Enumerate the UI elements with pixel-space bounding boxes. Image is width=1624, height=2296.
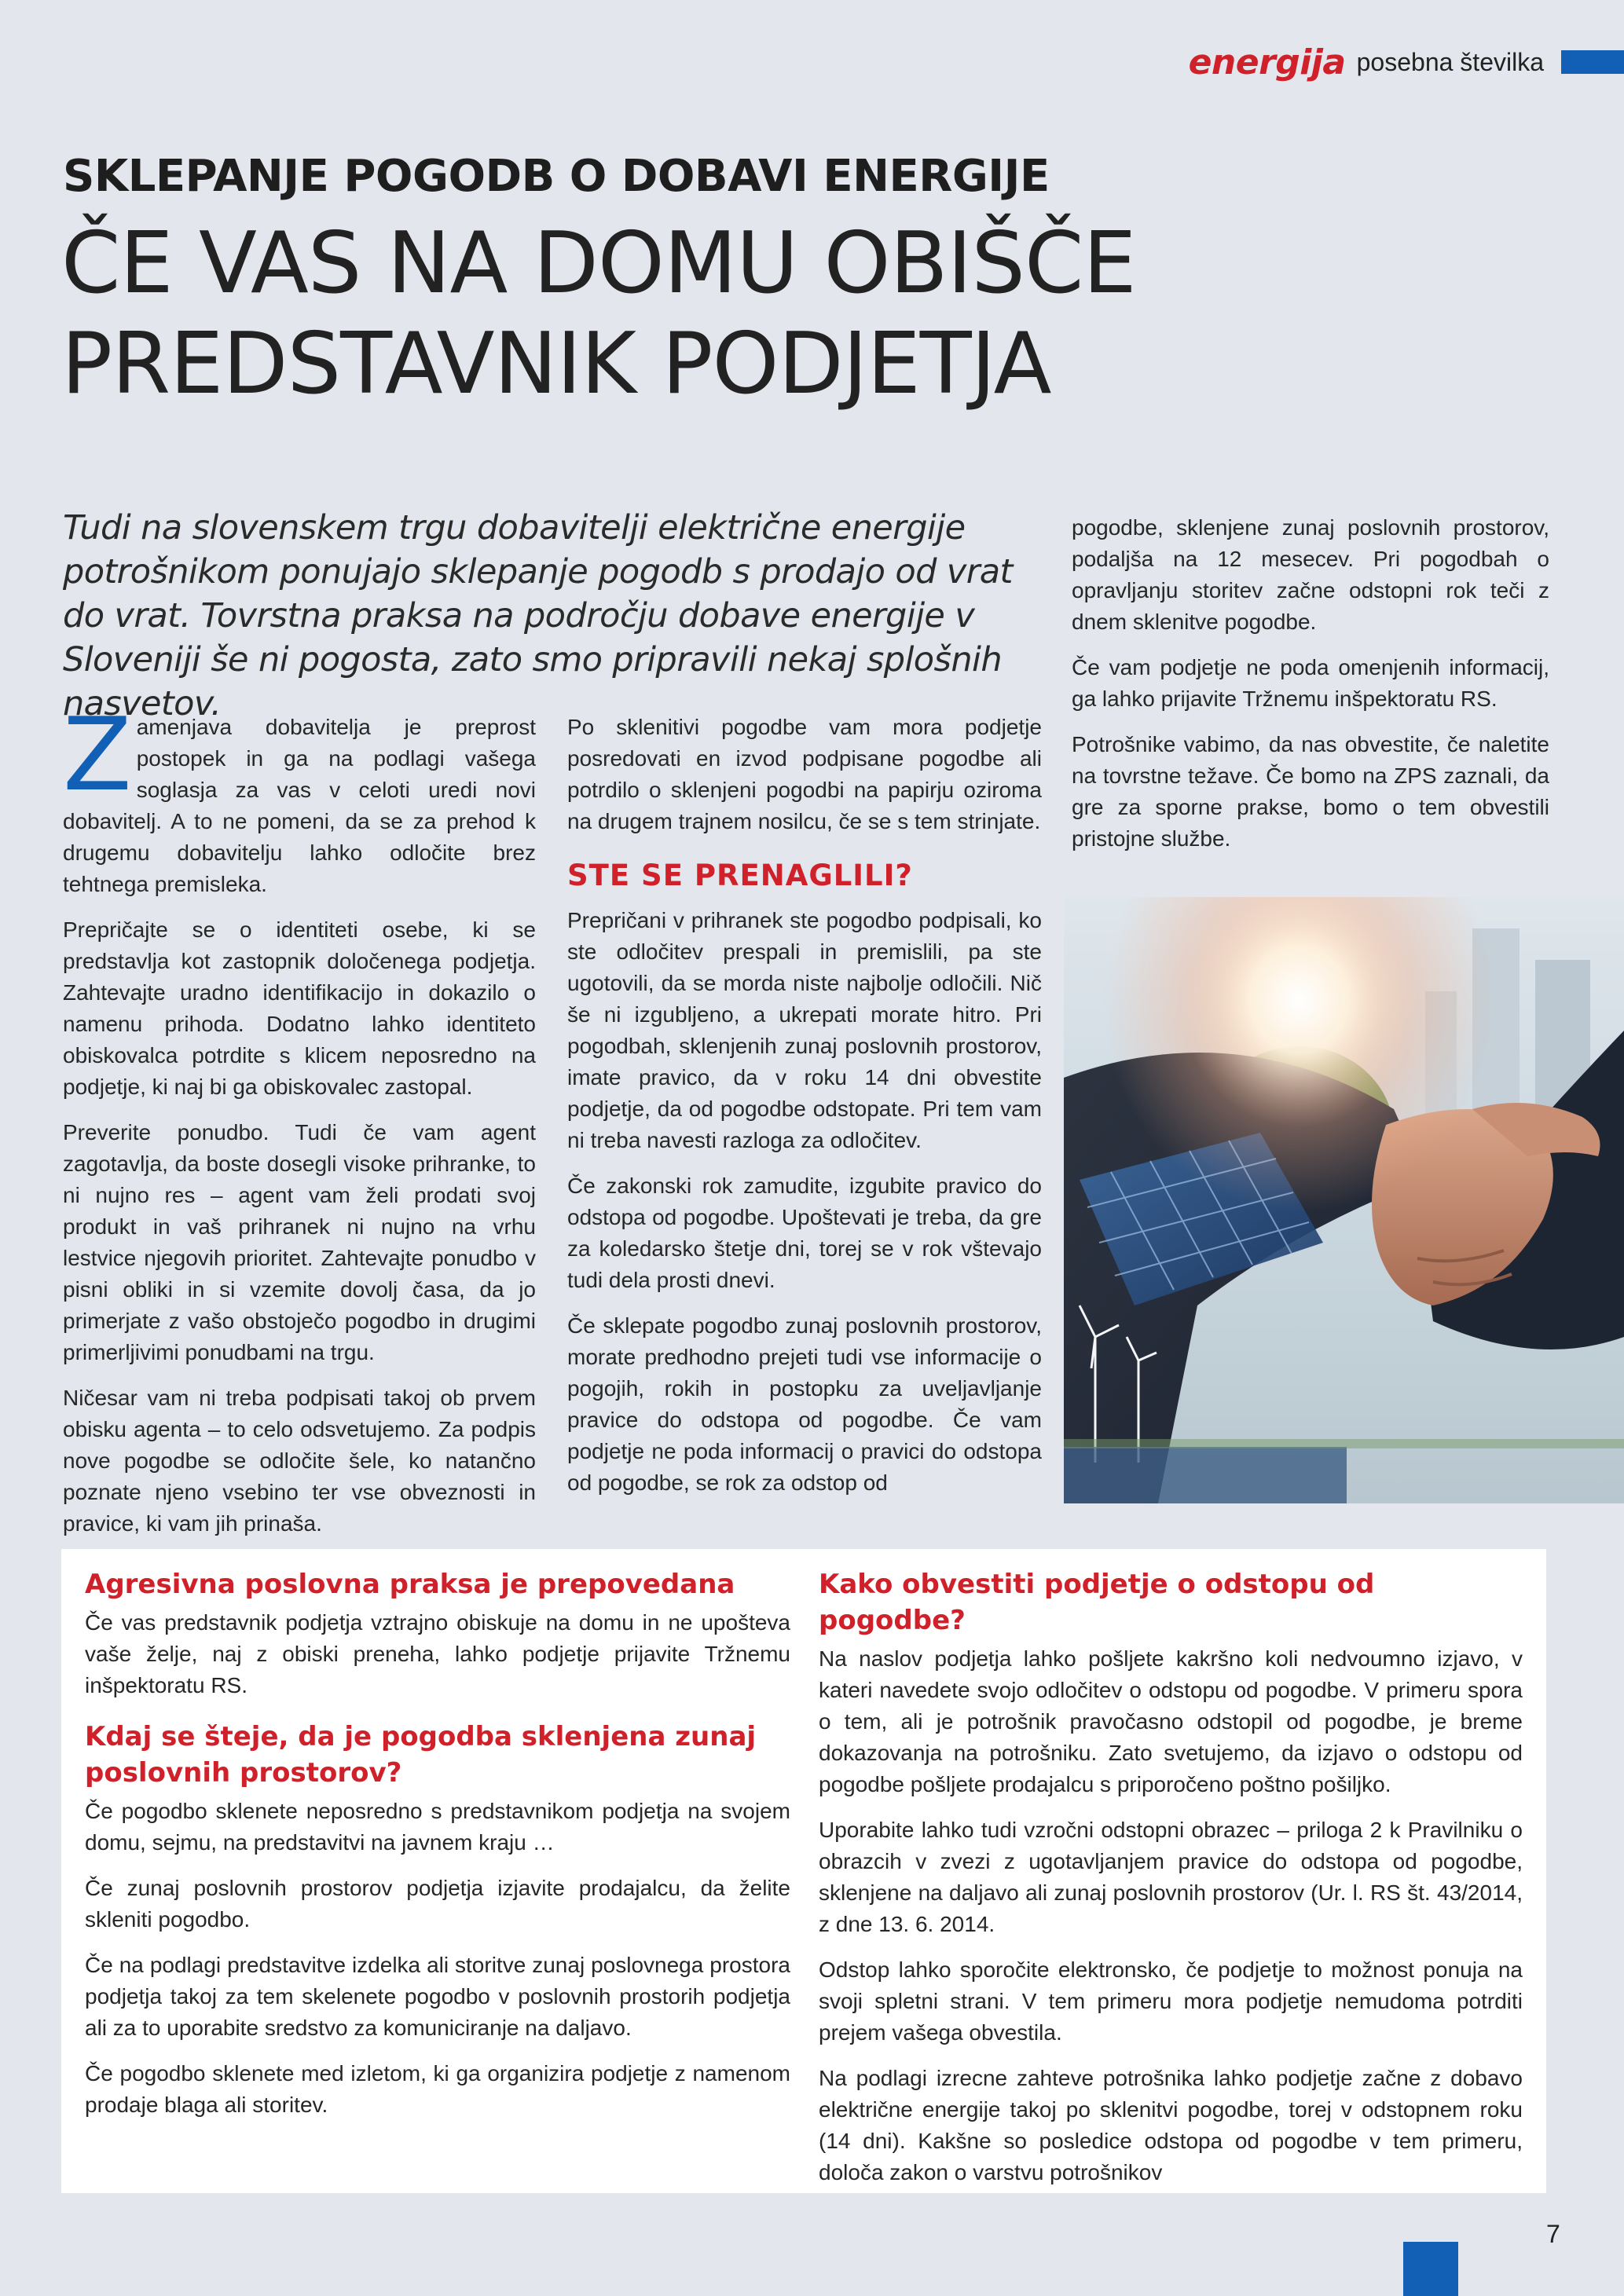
magazine-brand: energija [1188, 42, 1346, 82]
handshake-solar-illustration [1064, 897, 1624, 1503]
paragraph: Ničesar vam ni treba podpisati takoj ob prvem obisku agenta – to celo odsvetujemo. Za podpis nove pogodbe se odločite šele, ko natančno poznate njeno vsebino ter vse obveznosti in pravice, ki vam jih prinaša. [63, 1386, 536, 1536]
info-heading: Kako obvestiti podjetje o odstopu od pogodbe? [819, 1569, 1375, 1636]
info-paragraph: Uporabite lahko tudi vzročni odstopni obrazec – priloga 2 k Pravilniku o obrazcih v zvezi z ugotavljanjem pravice do odstopa od pogodbe, sklenjene na daljavo ali zunaj poslovnih prostorov (Ur. l. RS št. 43/2014, z dne 13. 6. 2014. [819, 1818, 1523, 1936]
info-paragraph: Odstop lahko sporočite elektronsko, če podjetje to možnost ponuja na svoji spletni strani. V tem primeru mora podjetje nemudoma potrditi prejem vašega obvestila. [819, 1957, 1523, 2045]
paragraph: Po sklenitivi pogodbe vam mora podjetje posredovati en izvod podpisane pogodbe ali potrdilo o sklenjeni pogodbi na papirju oziroma na drugem trajnem nosilcu, če se s tem strinjate. [567, 715, 1042, 833]
info-paragraph: Če zunaj poslovnih prostorov podjetja izjavite prodajalcu, da želite skleniti pogodbo. [85, 1876, 790, 1932]
paragraph: Potrošnike vabimo, da nas obvestite, če naletite na tovrstne težave. Če bomo na ZPS zaznali, da gre za sporne prakse, bomo o tem obvestili pristojne službe. [1072, 732, 1549, 851]
paragraph: Če sklepate pogodbo zunaj poslovnih prostorov, morate predhodno prejeti tudi vse informacije o pogojih, rokih in postopku za uveljavljanje pravice do odstopa od pogodbe. Če vam podjetje ne poda informacij o pravici do odstopa od pogodbe, se rok za odstop od [567, 1313, 1042, 1495]
paragraph: Preverite ponudbo. Tudi če vam agent zagotavlja, da boste dosegli visoke prihranke, to ni nujno res – agent vam želi prodati svoj produkt in vaš prihranek ni nujno na vrhu lestvice njegovih prioritet. Zahtevajte ponudbo v pisni obliki in si vzemite dovolj časa, da jo primerjate z vašo obstoječo pogodbo in drugimi primerljivimi ponudbami na trgu. [63, 1120, 536, 1364]
info-paragraph: Če na podlagi predstavitve izdelka ali storitve zunaj poslovnega prostora podjetja takoj za tem skelenete pogodbo v poslovnih prostorih podjetja ali za to uporabite sredstvo za komuniciranje na daljavo. [85, 1953, 790, 2040]
handshake-solar-photo [1064, 897, 1624, 1503]
info-paragraph: Na naslov podjetja lahko pošljete kakršno koli nedvoumno izjavo, v kateri navedete svojo odločitev o odstopu od pogodbe. V primeru spora o tem, ali je potrošnik pravočasno odstopil od pogodbe, je breme dokazovanja na potrošniku. Zato svetujemo, da izjavo o odstopu od pogodbe pošljete prodajalcu s priporočeno poštno pošiljko. [819, 1646, 1523, 1796]
info-box-left-column [85, 1566, 790, 2135]
info-heading: Kdaj se šteje, da je pogodba sklenjena zunaj poslovnih prostorov? [85, 1721, 757, 1789]
masthead-color-bar [1561, 50, 1624, 74]
paragraph: Če vam podjetje ne poda omenjenih informacij, ga lahko prijavite Tržnemu inšpektoratu RS. [1072, 655, 1549, 711]
paragraph [63, 697, 536, 900]
info-box-right-column [819, 1566, 1523, 2203]
paragraph-text: amenjava dobavitelja je preprost postopek in ga na podlagi vašega soglasja za vas v celoti uredi novi dobavitelj. A to ne pomeni, da se za prehod k drugemu dobavitelju lahko odločite brez tehtnega premisleka. [63, 715, 536, 896]
column-2 [567, 712, 1042, 1513]
paragraph: Če zakonski rok zamudite, izgubite pravico do odstopa od pogodbe. Upoštevati je treba, da gre za koledarsko štetje dni, torej se v rok vštevajo tudi dela prosti dnevi. [567, 1174, 1042, 1292]
page-color-block [1403, 2242, 1458, 2296]
paragraph: Prepričajte se o identiteti osebe, ki se predstavlja kot zastopnik določenega podjetja. Zahtevajte uradno identifikacijo in dokazilo o namenu prihoda. Dodatno lahko identiteto obiskovalca potrdite s klicem neposredno na podjetje, ki naj bi ga obiskovalec zastopal. [63, 917, 536, 1099]
headline-line-1: ČE VAS NA DOMU OBIŠČE [61, 214, 1136, 313]
paragraph: pogodbe, sklenjene zunaj poslovnih prostorov, podaljša na 12 mesecev. Pri pogodbah o opravljanju storitev začne odstopni rok teči z dnem sklenitve pogodbe. [1072, 515, 1549, 634]
info-box [61, 1549, 1546, 2193]
paragraph: Prepričani v prihranek ste pogodbo podpisali, ko ste odločitev prespali in premislili, pa ste ugotovili, da se morda niste najbolje odločili. Nič še ni izgubljeno, a ukrepati morate hitro. Pri pogodbah, sklenjenih zunaj poslovnih prostorov, imate pravico, da v roku 14 dni obvestite podjetje, da od pogodbe odstopate. Pri tem vam ni treba navesti razloga za odločitev. [567, 908, 1042, 1152]
section-subhead: STE SE PRENAGLILI? [567, 859, 913, 892]
info-paragraph: Če pogodbo sklenete neposredno s predstavnikom podjetja na svojem domu, sejmu, na predstavitvi na javnem kraju … [85, 1799, 790, 1855]
article-kicker: SKLEPANJE POGODB O DOBAVI ENERGIJE [63, 151, 1050, 202]
issue-label: posebna številka [1356, 47, 1544, 76]
headline-line-2: PREDSTAVNIK PODJETJA [61, 315, 1051, 413]
article-headline [61, 214, 1161, 415]
masthead [1189, 42, 1624, 82]
info-paragraph: Če pogodbo sklenete med izletom, ki ga organizira podjetje z namenom prodaje blaga ali storitev. [85, 2061, 790, 2117]
article-lead: Tudi na slovenskem trgu dobavitelji električne energije potrošnikom ponujajo sklepanje pogodb s prodajo od vrat do vrat. Tovrstna praksa na področju dobave energije v Sloveniji še ni pogosta, zato smo pripravili nekaj splošnih nasvetov. [63, 508, 1013, 723]
column-3 [1072, 512, 1549, 869]
column-1 [63, 697, 536, 1554]
info-heading: Agresivna poslovna praksa je prepovedana [85, 1569, 735, 1600]
info-paragraph: Na podlagi izrecne zahteve potrošnika lahko podjetje začne z dobavo električne energije takoj po sklenitvi pogodbe, torej v odstopnem roku (14 dni). Kakšne so posledice odstopa od pogodbe v tem primeru, določa zakon o varstvu potrošnikov [819, 2066, 1523, 2184]
page-number: 7 [1546, 2220, 1560, 2248]
info-paragraph: Če vas predstavnik podjetja vztrajno obiskuje na domu in ne upošteva vaše želje, naj z obiski preneha, lahko podjetje prijavite Tržnemu inšpektoratu RS. [85, 1610, 790, 1697]
drop-cap: Z [63, 697, 132, 814]
